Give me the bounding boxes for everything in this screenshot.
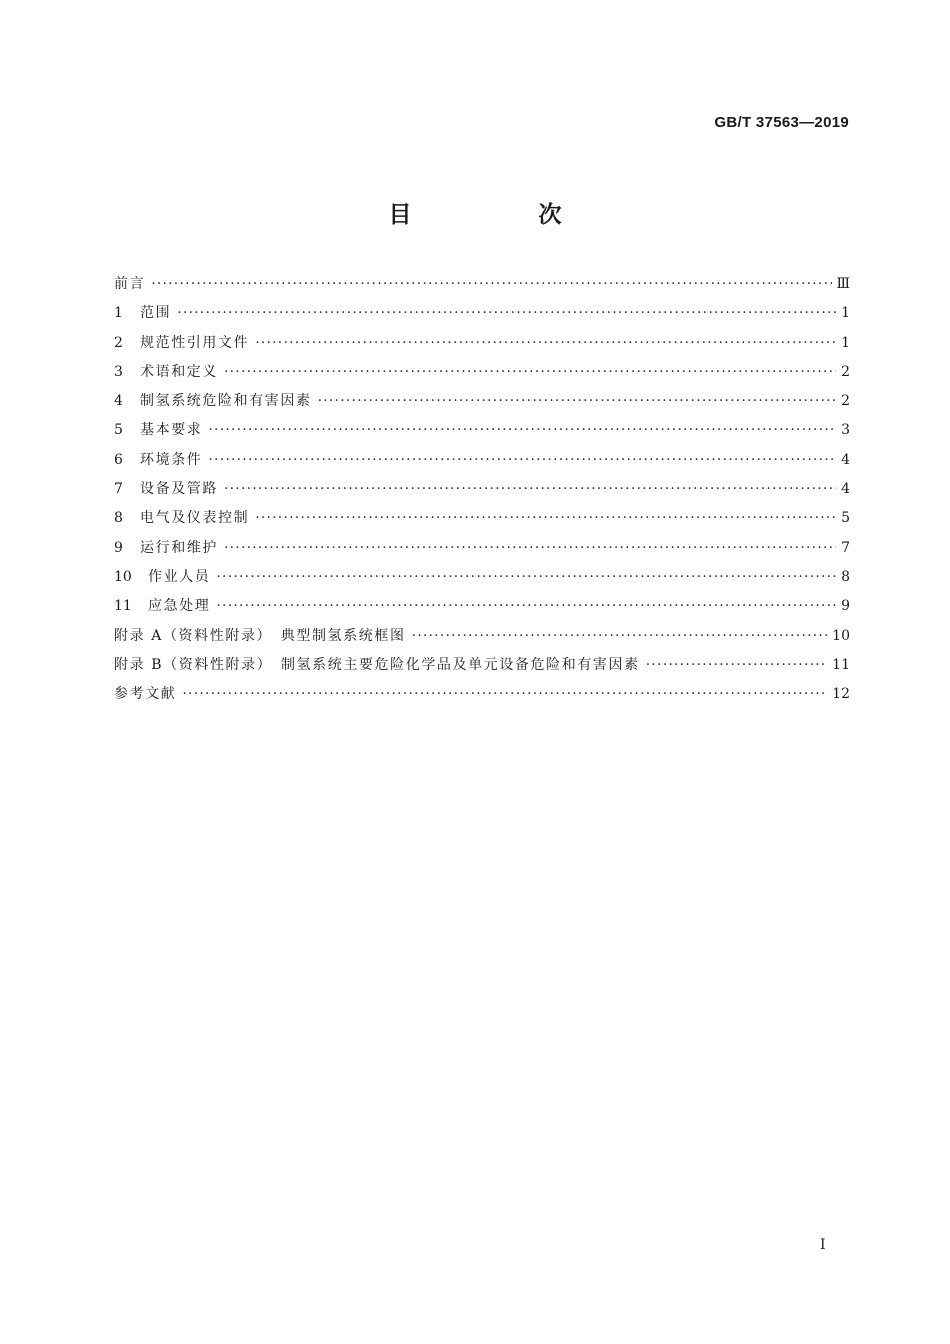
toc-label: 附录 B（资料性附录） 制氢系统主要危险化学品及单元设备危险和有害因素 — [114, 656, 640, 673]
toc-number: 10 — [114, 568, 132, 585]
dot-leader — [216, 567, 836, 587]
toc-entry-4[interactable] — [114, 391, 850, 420]
toc-number: 9 — [114, 539, 123, 556]
toc-page: 4 — [841, 481, 850, 498]
dot-leader — [151, 274, 832, 294]
toc-label: 电气及仪表控制 — [140, 510, 250, 527]
toc-label: 参考文献 — [114, 686, 177, 703]
toc-number: 5 — [114, 422, 123, 439]
toc-number: 7 — [114, 481, 123, 498]
toc-entry-6[interactable] — [114, 450, 850, 479]
toc-label: 运行和维护 — [140, 539, 218, 556]
dot-leader — [646, 655, 828, 675]
dot-leader — [255, 333, 836, 353]
toc-label: 术语和定义 — [140, 363, 218, 380]
toc-entry-11[interactable] — [114, 596, 850, 625]
toc-entry-9[interactable] — [114, 538, 850, 567]
dot-leader — [182, 684, 828, 704]
toc-page: 10 — [832, 627, 850, 644]
toc-entry-foreword[interactable] — [114, 274, 850, 303]
toc-entry-10[interactable] — [114, 567, 850, 596]
dot-leader — [255, 508, 836, 528]
toc-number: 4 — [114, 393, 123, 410]
toc-page: 1 — [841, 334, 850, 351]
dot-leader — [318, 391, 836, 411]
dot-leader — [216, 596, 836, 616]
dot-leader — [224, 479, 836, 499]
toc-page: 8 — [841, 568, 850, 585]
toc-label: 范围 — [140, 305, 172, 322]
toc-page: 12 — [832, 686, 850, 703]
toc-number: 1 — [114, 305, 123, 322]
toc-label: 规范性引用文件 — [140, 334, 250, 351]
toc-entry-7[interactable] — [114, 479, 850, 508]
toc-label: 应急处理 — [148, 598, 211, 615]
footer-page-number: Ⅰ — [820, 1237, 826, 1253]
dot-leader — [177, 303, 836, 323]
dot-leader — [208, 450, 836, 470]
toc-label: 作业人员 — [148, 568, 211, 585]
toc-entry-appendix-a[interactable] — [114, 626, 850, 655]
toc-entry-5[interactable] — [114, 420, 850, 449]
toc-entry-appendix-b[interactable] — [114, 655, 850, 684]
toc-entry-2[interactable] — [114, 333, 850, 362]
toc-page: 2 — [841, 393, 850, 410]
toc-page: Ⅲ — [836, 276, 850, 292]
toc-label: 设备及管路 — [140, 481, 218, 498]
toc-entry-3[interactable] — [114, 362, 850, 391]
toc-number: 3 — [114, 363, 123, 380]
toc-page: 9 — [841, 598, 850, 615]
toc-label: 制氢系统危险和有害因素 — [140, 393, 312, 410]
toc-page: 11 — [832, 656, 850, 673]
toc-page: 4 — [841, 451, 850, 468]
toc-number: 2 — [114, 334, 123, 351]
dot-leader — [412, 626, 829, 646]
dot-leader — [208, 420, 836, 440]
toc-label: 附录 A（资料性附录） 典型制氢系统框图 — [114, 627, 406, 644]
toc-page: 1 — [841, 305, 850, 322]
table-of-contents — [114, 274, 850, 713]
toc-number: 8 — [114, 510, 123, 527]
toc-label: 环境条件 — [140, 451, 203, 468]
toc-entry-references[interactable] — [114, 684, 850, 713]
toc-number: 11 — [114, 598, 132, 615]
toc-page: 2 — [841, 363, 850, 380]
toc-page: 7 — [841, 539, 850, 556]
standard-code: GB/T 37563—2019 — [714, 114, 849, 131]
dot-leader — [224, 362, 836, 382]
dot-leader — [224, 538, 836, 558]
toc-number: 6 — [114, 451, 123, 468]
toc-page: 3 — [841, 422, 850, 439]
toc-label: 基本要求 — [140, 422, 203, 439]
toc-entry-8[interactable] — [114, 508, 850, 537]
toc-entry-1[interactable] — [114, 303, 850, 332]
toc-label: 前言 — [114, 276, 146, 292]
toc-page: 5 — [841, 510, 850, 527]
page-title: 目 次 — [388, 202, 614, 228]
